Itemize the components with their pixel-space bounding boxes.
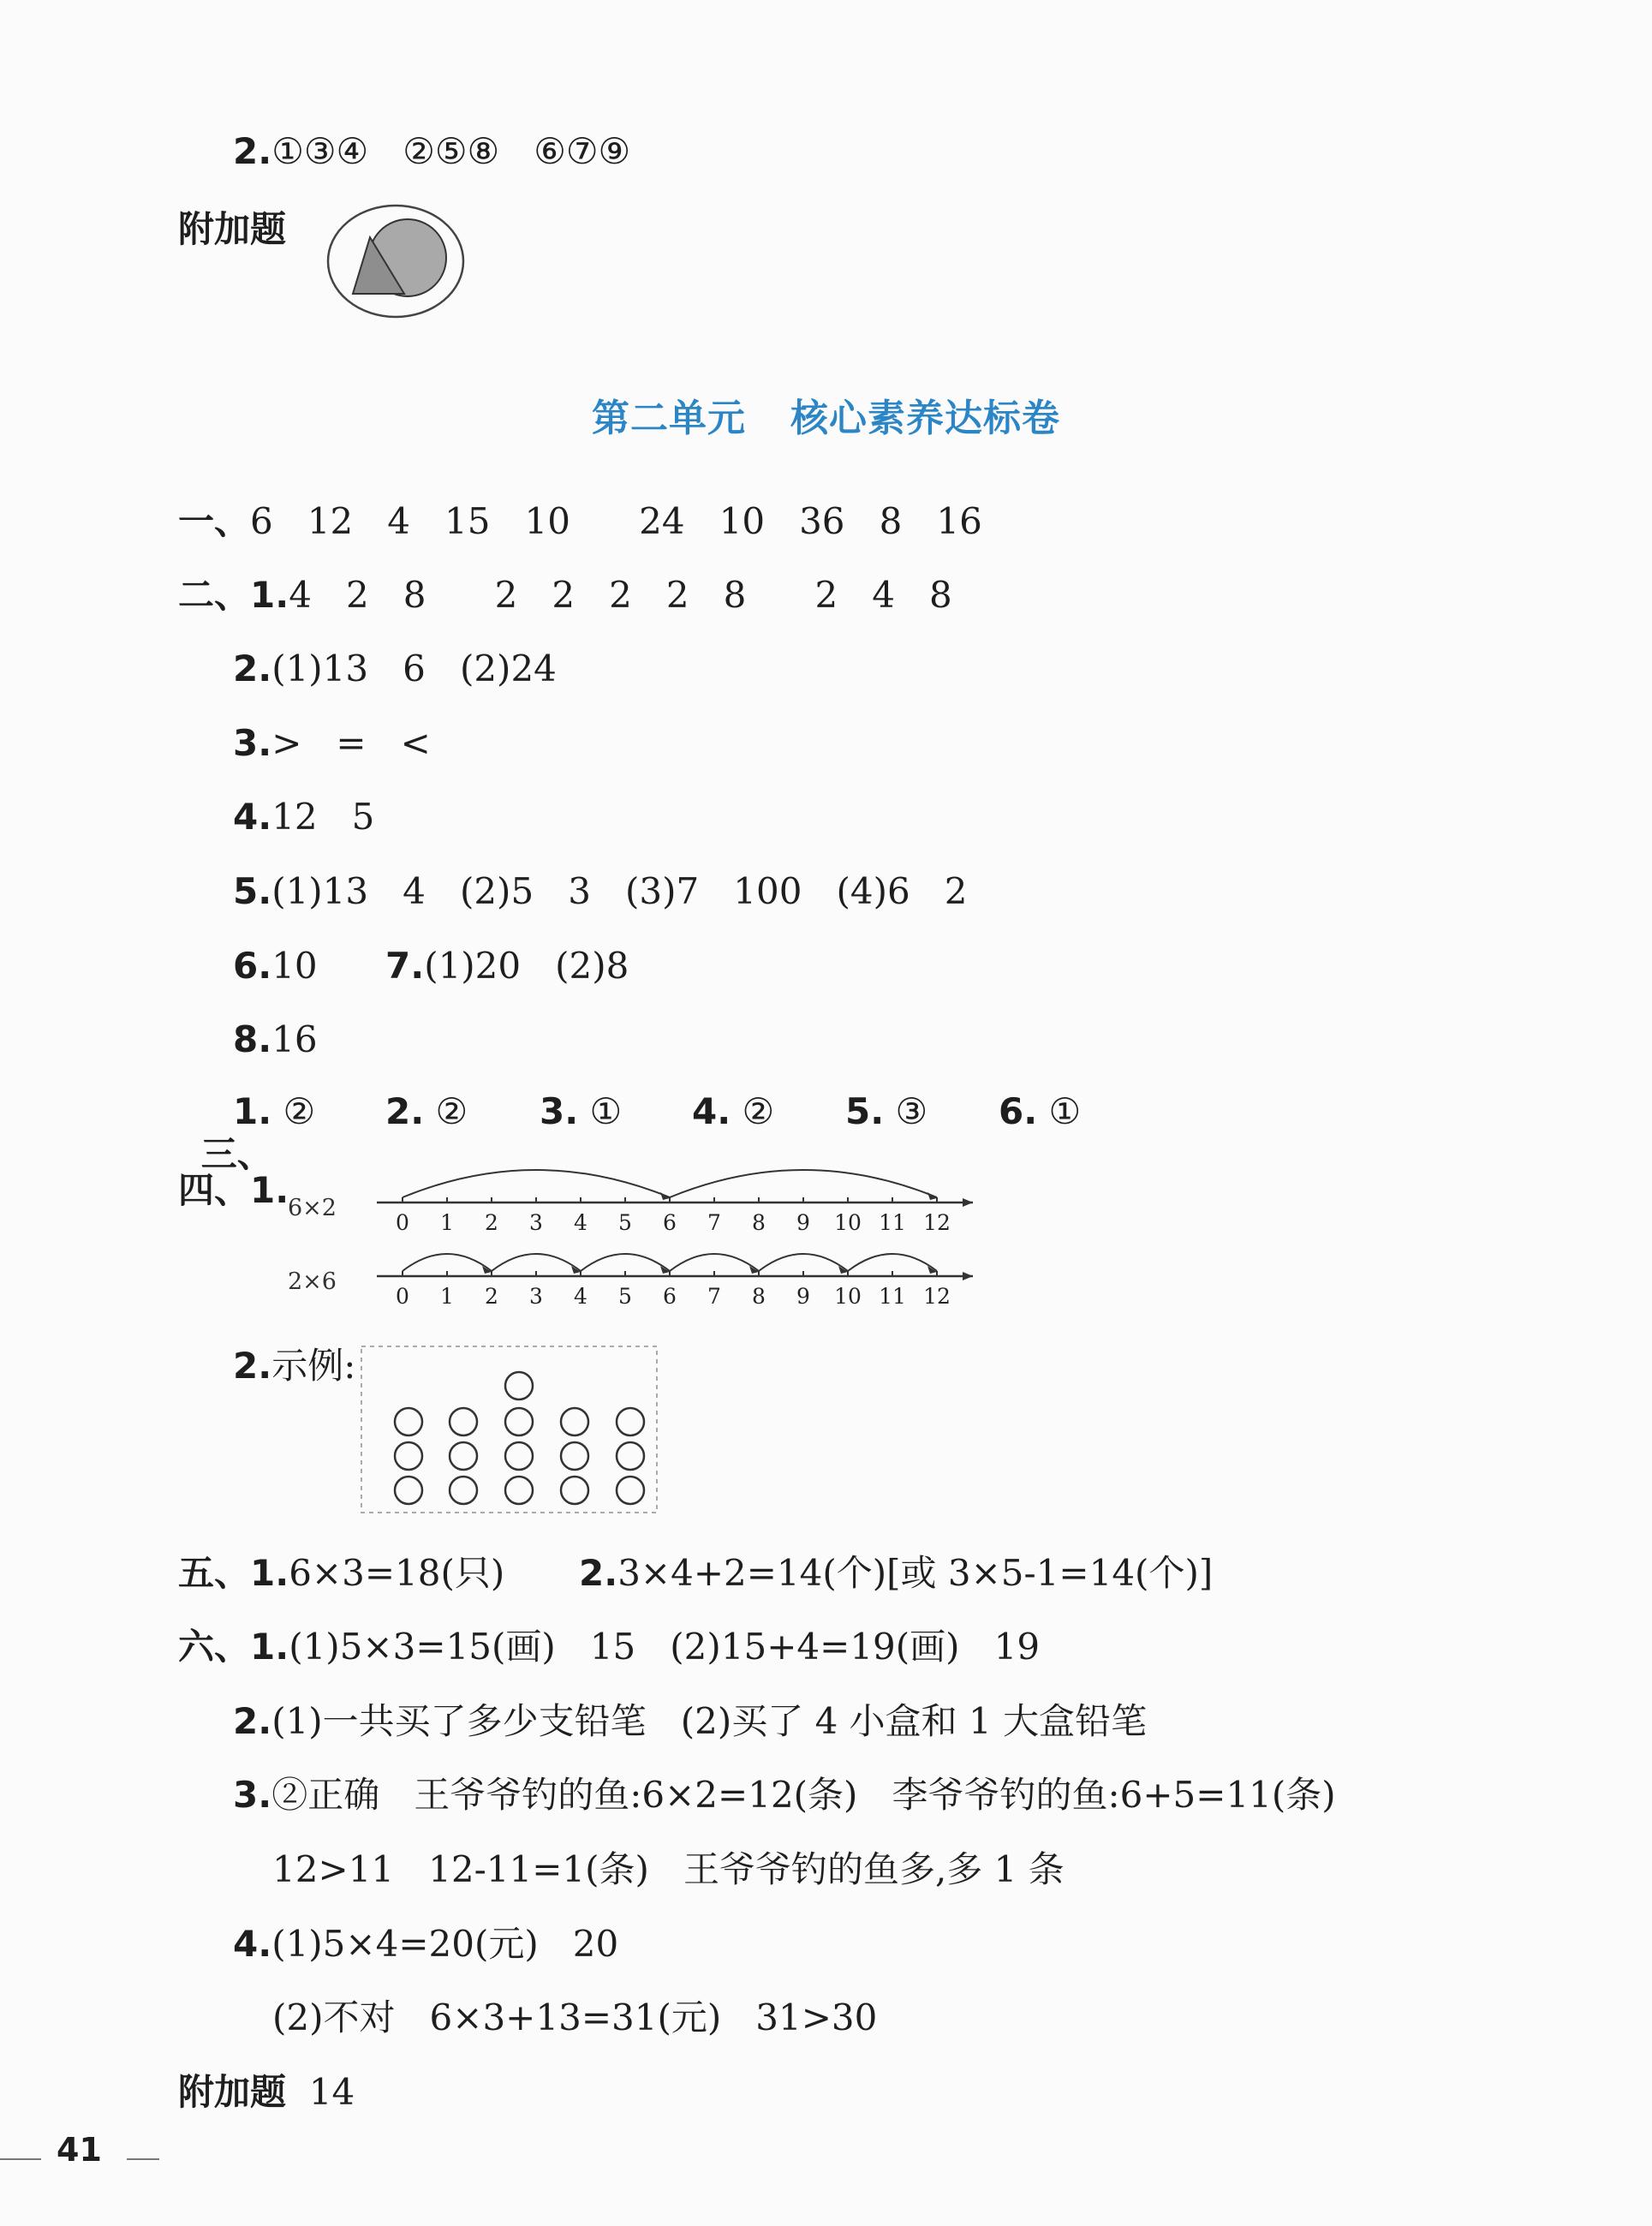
page-number: 41 <box>57 2131 102 2169</box>
s5-q2-num: 2. <box>579 1552 618 1594</box>
numberline-tick-label: 7 <box>707 1210 721 1235</box>
s5-q2-row <box>579 1552 1213 1595</box>
circle-mark <box>450 1408 477 1435</box>
s4-q2-num: 2. <box>233 1345 272 1387</box>
numberline-tick-label: 11 <box>879 1210 906 1235</box>
unit-title-name: 核心素养达标卷 <box>790 397 1060 440</box>
numberline-tick-label: 5 <box>618 1284 632 1309</box>
numberline-jump-arc <box>492 1254 581 1271</box>
top-q2-text: ①③④ ②⑤⑧ ⑥⑦⑨ <box>271 130 631 172</box>
circle-mark <box>505 1408 533 1435</box>
s2-q6-row <box>233 945 318 988</box>
s2-q6-num: 6. <box>233 945 272 987</box>
s2-q8-row <box>233 1018 318 1061</box>
s2-q1-text: 4 2 8 2 2 2 2 8 2 4 8 <box>289 574 952 616</box>
s6-q2-num: 2. <box>233 1700 272 1742</box>
numberline-label: 6×2 <box>288 1195 337 1221</box>
s2-q4-num: 4. <box>233 796 272 838</box>
numberline-tick-label: 10 <box>834 1210 862 1235</box>
s3-item-num: 5. <box>845 1090 885 1132</box>
s6-q1-text: (1)5×3=15(画) 15 (2)15+4=19(画) 19 <box>289 1626 1041 1668</box>
circle-mark <box>395 1442 422 1470</box>
s2-q3-num: 3. <box>233 722 272 764</box>
circle-mark <box>450 1477 477 1504</box>
numberline-tick-label: 2 <box>485 1210 498 1235</box>
circle-mark <box>505 1477 533 1504</box>
circle-mark <box>561 1408 588 1435</box>
s6-q3-text: ②正确 王爷爷钓的鱼:6×2=12(条) 李爷爷钓的鱼:6+5=11(条) <box>271 1774 1336 1816</box>
s4-q1-num: 1. <box>250 1169 289 1211</box>
s3-item-num: 4. <box>692 1090 731 1132</box>
circle-mark <box>617 1408 644 1435</box>
circle-mark <box>395 1477 422 1504</box>
s3-item <box>692 1090 774 1133</box>
numberline-tick-label: 4 <box>574 1284 587 1309</box>
circle-mark <box>561 1477 588 1504</box>
s3-item-ans: ② <box>742 1090 775 1132</box>
s2-q4-text: 12 5 <box>271 796 375 838</box>
s1-text: 6 12 4 15 10 24 10 36 8 16 <box>250 500 982 542</box>
s2-q5-row <box>233 870 967 913</box>
s6-q2-text: (1)一共买了多少支铅笔 (2)买了 4 小盒和 1 大盒铅笔 <box>271 1700 1148 1742</box>
numberline-jump-arc <box>403 1254 492 1271</box>
s3-item <box>845 1090 927 1133</box>
s5-q1-num: 1. <box>250 1552 289 1594</box>
s3-item <box>233 1090 315 1133</box>
s3-item-ans: ② <box>283 1090 316 1132</box>
circle-mark <box>561 1442 588 1470</box>
numberline-tick-label: 0 <box>396 1210 409 1235</box>
s3-item-num: 3. <box>540 1090 579 1132</box>
extra2-label: 附加题 <box>178 2071 287 2113</box>
s3-item-ans: ② <box>435 1090 468 1132</box>
numberline-tick-label: 3 <box>529 1284 543 1309</box>
s3-item-ans: ① <box>1048 1090 1082 1132</box>
numberline <box>377 1165 976 1242</box>
numberline-tick-label: 8 <box>752 1210 766 1235</box>
dashed-frame <box>361 1346 657 1513</box>
s2-q3-text: > = < <box>271 722 431 764</box>
numberline-tick-label: 2 <box>485 1284 498 1309</box>
s5-q1-row <box>178 1552 504 1595</box>
numberline-jump-arc <box>670 1170 937 1197</box>
s6-q1-row <box>178 1626 1040 1668</box>
s5-q2-text: 3×4+2=14(个)[或 3×5-1=14(个)] <box>617 1552 1214 1594</box>
extra2-row <box>178 2071 355 2114</box>
s3-item <box>385 1090 468 1133</box>
s6-q4-line2: (2)不对 6×3+13=31(元) 31>30 <box>272 1996 878 2038</box>
s4-label: 四、 <box>178 1169 251 1211</box>
extra2-text: 14 <box>308 2071 355 2113</box>
numberline-tick-label: 7 <box>707 1284 721 1309</box>
top-q2-row <box>233 130 630 173</box>
numberline-tick-label: 9 <box>796 1210 810 1235</box>
top-extra-label: 附加题 <box>178 208 287 250</box>
s2-q7-text: (1)20 (2)8 <box>424 945 629 987</box>
numberline-tick-label: 12 <box>923 1284 951 1309</box>
numberline-tick-label: 4 <box>574 1210 587 1235</box>
s2-label: 二、 <box>178 574 251 616</box>
s6-q3-row <box>233 1774 1336 1817</box>
s3-label: 三、 <box>200 1133 273 1175</box>
unit-title-unit: 第二单元 <box>592 397 746 440</box>
circle-mark <box>505 1442 533 1470</box>
numberline-tick-label: 6 <box>663 1210 677 1235</box>
numberline-label: 2×6 <box>288 1268 337 1295</box>
page-rule-left <box>0 2158 41 2160</box>
numberline-tick-label: 3 <box>529 1210 543 1235</box>
s6-q4-num: 4. <box>233 1923 272 1965</box>
s5-q1-text: 6×3=18(只) <box>289 1552 505 1594</box>
numberline-jump-arc <box>403 1170 670 1197</box>
unit-title <box>0 387 1652 442</box>
numberline-tick-label: 9 <box>796 1284 810 1309</box>
s2-q2-row <box>233 648 557 690</box>
top-q2-num: 2. <box>233 130 272 172</box>
s3-item-num: 2. <box>385 1090 425 1132</box>
numberline-tick-label: 6 <box>663 1284 677 1309</box>
page-rule-right <box>127 2158 159 2160</box>
s2-q1-num: 1. <box>250 574 289 616</box>
s2-q3-row <box>233 722 431 765</box>
s2-q5-num: 5. <box>233 870 272 912</box>
s2-q2-text: (1)13 6 (2)24 <box>271 648 557 689</box>
numberline-tick-label: 1 <box>440 1284 454 1309</box>
s2-q7-row <box>385 945 629 988</box>
s6-q1-num: 1. <box>250 1626 289 1668</box>
numberline-tick-label: 11 <box>879 1284 906 1309</box>
s3-item <box>540 1090 622 1133</box>
s1-label: 一、 <box>178 500 251 542</box>
numberline-tick-label: 8 <box>752 1284 766 1309</box>
circle-mark <box>395 1408 422 1435</box>
s1-row <box>178 500 982 543</box>
s6-q4-text: (1)5×4=20(元) 20 <box>271 1923 619 1965</box>
numberline-tick-label: 10 <box>834 1284 862 1309</box>
s5-label: 五、 <box>178 1552 251 1594</box>
s2-q8-num: 8. <box>233 1018 272 1060</box>
s2-q4-row <box>233 796 374 838</box>
s3-item <box>999 1090 1081 1133</box>
circle-mark <box>617 1442 644 1470</box>
s3-item-num: 1. <box>233 1090 272 1132</box>
numberline-tick-label: 12 <box>923 1210 951 1235</box>
numberline-jump-arc <box>581 1254 670 1271</box>
s6-q2-row <box>233 1700 1147 1743</box>
circle-mark <box>450 1442 477 1470</box>
s2-q8-text: 16 <box>271 1018 318 1060</box>
s6-q3-num: 3. <box>233 1774 272 1816</box>
numberline-arrowhead <box>963 1272 973 1280</box>
numberline-tick-label: 5 <box>618 1210 632 1235</box>
numberline-jump-arc <box>759 1254 848 1271</box>
s4-q1-row <box>178 1169 289 1212</box>
s3-item-ans: ① <box>589 1090 623 1132</box>
s6-label: 六、 <box>178 1626 251 1668</box>
circle-mark <box>617 1477 644 1504</box>
numberline-jump-arc <box>670 1254 759 1271</box>
circle-mark <box>505 1372 533 1399</box>
s3-item-ans: ③ <box>895 1090 928 1132</box>
s6-q3-line2: 12>11 12-11=1(条) 王爷爷钓的鱼多,多 1 条 <box>272 1848 1065 1890</box>
extra-figure <box>325 201 471 321</box>
s2-q1-row <box>178 574 952 617</box>
s4-q2-row <box>233 1345 355 1388</box>
s6-q4-row <box>233 1923 618 1966</box>
s4-q2-text: 示例: <box>271 1345 356 1387</box>
s2-q5-text: (1)13 4 (2)5 3 (3)7 100 (4)6 2 <box>271 870 968 912</box>
s2-q6-text: 10 <box>271 945 318 987</box>
circles-example-box <box>360 1345 659 1516</box>
s3-item-num: 6. <box>999 1090 1038 1132</box>
numberline-tick-label: 0 <box>396 1284 409 1309</box>
numberline-arrowhead <box>963 1198 973 1207</box>
numberline-tick-label: 1 <box>440 1210 454 1235</box>
s2-q2-num: 2. <box>233 648 272 689</box>
numberline <box>377 1238 976 1316</box>
s2-q7-num: 7. <box>385 945 425 987</box>
numberline-jump-arc <box>848 1254 937 1271</box>
